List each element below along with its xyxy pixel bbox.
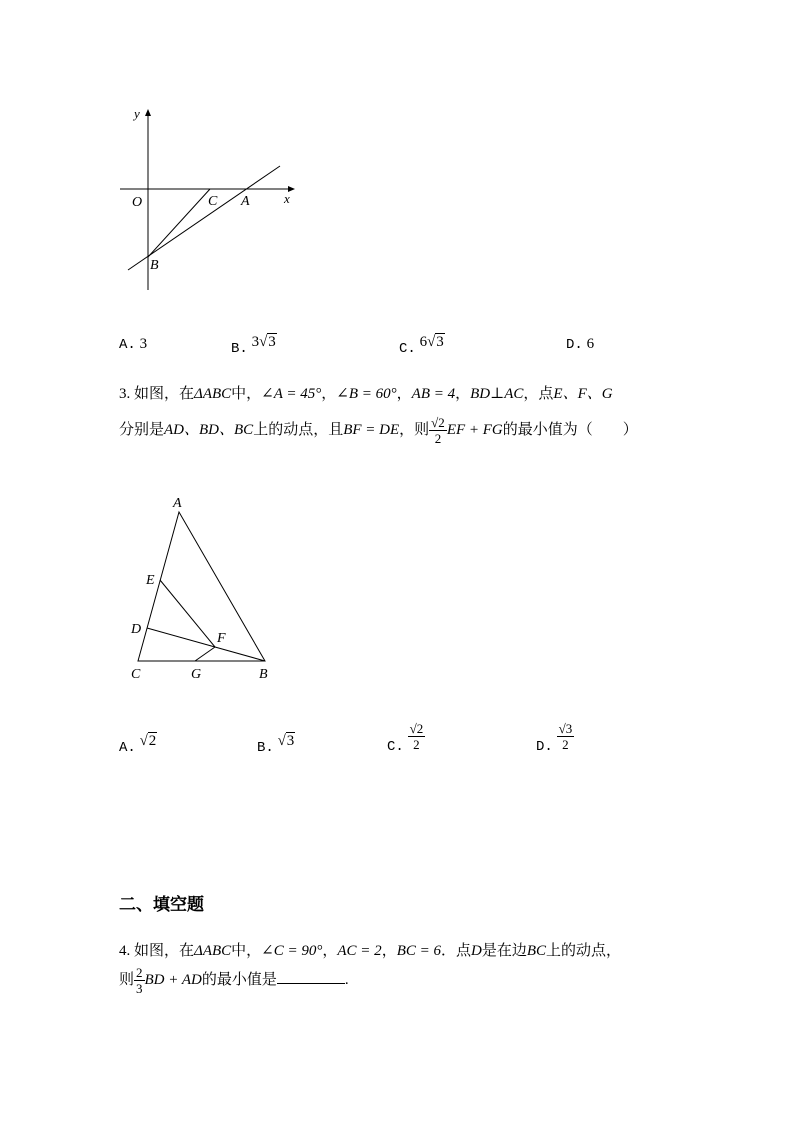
q3-line1: 3. 如图，在ΔABC中，∠A = 45°，∠B = 60°，AB = 4，BD⊥AC，点E、F、G: [119, 386, 613, 402]
label-d: D: [131, 622, 142, 637]
q3-option-a: A. √2: [119, 733, 157, 756]
label-f: F: [217, 631, 226, 646]
q4-line2: 则 $\frac{2}{3}$ BD + AD的最小值是 .: [119, 965, 349, 997]
label-b: B: [259, 667, 268, 682]
fraction: $\frac{√2}{2}$: [431, 415, 445, 447]
label-a: A: [173, 496, 182, 511]
label-y: y: [134, 106, 140, 121]
sqrt-symbol: √3: [259, 334, 276, 350]
section-title: 二、填空题: [119, 895, 204, 915]
q3-line2: 分别是AD、BD、BC上的动点，且BF = DE，则 $\frac{√2}{2}$ EF + FG的最小值为（ ）: [119, 415, 638, 447]
q2-option-b: B. 3√3: [231, 334, 276, 357]
q4-line1: 4. 如图，在ΔABC中，∠C = 90°，AC = 2，BC = 6．点D是在边BC上的动点，: [119, 943, 622, 959]
answer-blank[interactable]: [277, 983, 345, 984]
triangle-abc: [138, 512, 265, 661]
segment-fg: [195, 647, 215, 661]
q3-option-d: D. $\frac{√3}{2}$: [536, 721, 573, 755]
sqrt-symbol: √2: [139, 733, 157, 749]
label-e: E: [146, 573, 155, 588]
fraction: $\frac{√2}{2}$: [409, 721, 424, 752]
fraction: $\frac{2}{3}$: [136, 965, 143, 997]
figure-coordinate-diagram: [110, 100, 310, 300]
label-a: A: [241, 194, 250, 209]
label-b: B: [150, 258, 159, 273]
q3-option-b: B. √3: [257, 733, 295, 756]
q2-option-c: C. 6√3: [399, 334, 444, 357]
label-c: C: [208, 194, 218, 209]
segment-bc: [148, 189, 210, 257]
segment-ef: [160, 580, 215, 647]
label-g: G: [191, 667, 202, 682]
label-c: C: [131, 667, 141, 682]
q2-option-a: A. 3: [119, 336, 148, 353]
q3-option-c: C. $\frac{√2}{2}$: [387, 721, 424, 755]
label-x: x: [284, 191, 290, 206]
label-o: O: [132, 195, 143, 210]
fraction: $\frac{√3}{2}$: [558, 721, 573, 752]
figure-triangle: [120, 490, 290, 690]
segment-bd: [147, 628, 265, 661]
sqrt-symbol: √3: [427, 334, 444, 350]
q2-option-d: D. 6: [566, 336, 595, 353]
sqrt-symbol: √3: [277, 733, 295, 749]
